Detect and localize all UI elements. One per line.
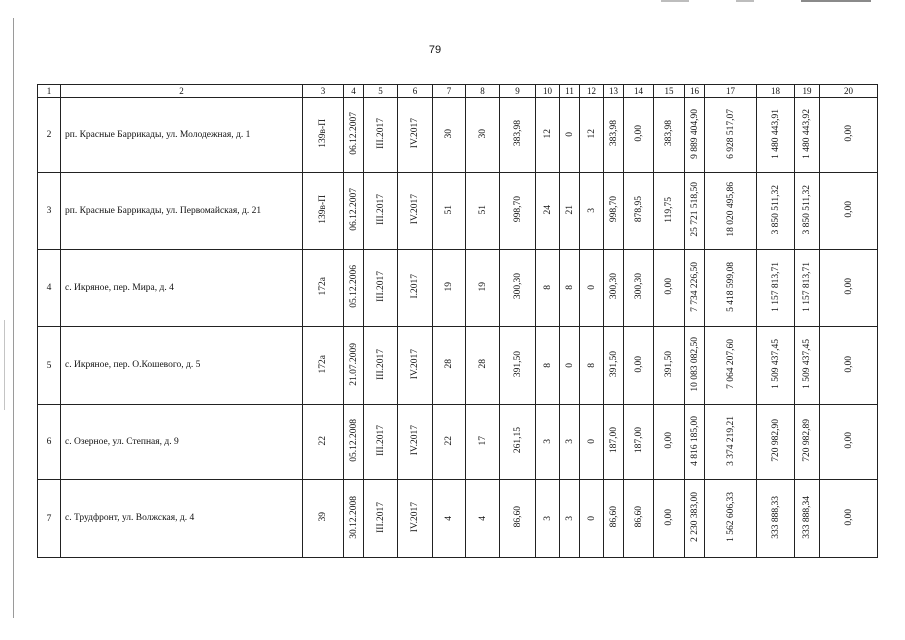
- value-cell-c17: [705, 173, 757, 250]
- value-cell-c11: [560, 250, 580, 327]
- cell-value: 51: [477, 204, 488, 215]
- row-number: 2: [38, 98, 61, 173]
- value-cell-c5: [364, 98, 398, 173]
- column-number: 7: [433, 85, 466, 98]
- cell-value: 86,60: [633, 506, 644, 528]
- value-cell-c16: [685, 173, 705, 250]
- value-cell-c14: [624, 250, 654, 327]
- column-number: 3: [303, 85, 344, 98]
- cell-value: 1 509 437,45: [802, 339, 812, 389]
- cell-value: 19: [477, 281, 488, 292]
- value-cell-c16: [685, 250, 705, 327]
- cell-value: 24: [542, 204, 553, 215]
- value-cell-c7: [433, 98, 466, 173]
- value-cell-c18: [757, 98, 795, 173]
- value-cell-c7: [433, 327, 466, 405]
- value-cell-c12: [580, 405, 604, 480]
- value-cell-c13: [604, 98, 624, 173]
- value-cell-c11: [560, 173, 580, 250]
- table-row: [38, 405, 878, 480]
- column-number-row: [38, 85, 878, 98]
- cell-value: III.2017: [375, 425, 386, 456]
- value-cell-c19: [795, 250, 820, 327]
- cell-value: 1 480 443,92: [802, 108, 812, 159]
- table-row: [38, 173, 878, 250]
- value-cell-c20: [820, 480, 878, 558]
- value-cell-c19: [795, 98, 820, 173]
- column-number: 16: [685, 85, 705, 98]
- value-cell-c11: [560, 480, 580, 558]
- cell-value: 3: [542, 439, 553, 444]
- table-row: [38, 98, 878, 173]
- table-row: [38, 327, 878, 405]
- value-cell-c4: [344, 480, 364, 558]
- value-cell-c5: [364, 405, 398, 480]
- value-cell-c3: [303, 405, 344, 480]
- value-cell-c19: [795, 405, 820, 480]
- cell-value: 3: [564, 515, 575, 521]
- cell-value: 187,00: [633, 427, 644, 454]
- cell-value: 0,00: [664, 432, 674, 449]
- value-cell-c4: [344, 405, 364, 480]
- column-number: 1: [38, 85, 61, 98]
- value-cell-c20: [820, 250, 878, 327]
- value-cell-c10: [536, 327, 560, 405]
- value-cell-c18: [757, 405, 795, 480]
- cell-value: 05.12.2006: [348, 265, 359, 308]
- value-cell-c13: [604, 173, 624, 250]
- cell-value: 30: [444, 128, 454, 139]
- address-cell: с. Икряное, пер. О.Кошевого, д. 5: [61, 327, 303, 405]
- cell-value: 51: [444, 204, 454, 215]
- value-cell-c17: [705, 405, 757, 480]
- value-cell-c8: [466, 250, 500, 327]
- cell-value: 172а: [318, 277, 328, 296]
- cell-value: 4 816 185,00: [689, 415, 700, 466]
- value-cell-c6: [398, 480, 433, 558]
- value-cell-c12: [580, 250, 604, 327]
- cell-value: 0,00: [664, 508, 674, 526]
- row-number: 4: [38, 250, 61, 327]
- value-cell-c15: [654, 250, 685, 327]
- cell-value: 1 157 813,71: [770, 261, 781, 312]
- cell-value: 1 509 437,45: [770, 339, 781, 389]
- cell-value: 7 734 226,50: [689, 261, 700, 312]
- cell-value: IV.2017: [410, 501, 420, 533]
- cell-value: 25 721 518,50: [689, 182, 700, 237]
- cell-value: 391,50: [664, 350, 674, 378]
- cell-value: IV.2017: [410, 194, 420, 225]
- value-cell-c12: [580, 98, 604, 173]
- value-cell-c19: [795, 173, 820, 250]
- column-number: 18: [757, 85, 795, 98]
- cell-value: 86,60: [608, 506, 619, 528]
- cell-value: 28: [477, 359, 488, 369]
- cell-value: 18 020 495,86: [725, 182, 736, 237]
- cell-value: 383,98: [664, 120, 674, 147]
- value-cell-c10: [536, 98, 560, 173]
- cell-value: 998,70: [608, 196, 619, 223]
- cell-value: 333 888,33: [770, 495, 781, 539]
- column-number: 12: [580, 85, 604, 98]
- cell-value: 86,60: [512, 506, 523, 528]
- value-cell-c18: [757, 480, 795, 558]
- cell-value: 8: [542, 362, 553, 368]
- cell-value: 1 157 813,71: [802, 261, 812, 312]
- cell-value: 300,30: [633, 273, 644, 300]
- cell-value: 720 982,89: [802, 419, 812, 462]
- cell-value: 139в-П: [318, 119, 328, 148]
- value-cell-c20: [820, 327, 878, 405]
- cell-value: 119,75: [664, 196, 674, 223]
- table-row: [38, 480, 878, 558]
- value-cell-c13: [604, 327, 624, 405]
- value-cell-c5: [364, 480, 398, 558]
- value-cell-c11: [560, 327, 580, 405]
- cell-value: 28: [444, 359, 454, 369]
- cell-value: 3 850 511,32: [802, 184, 812, 235]
- cell-value: III.2017: [375, 348, 386, 380]
- column-number: 10: [536, 85, 560, 98]
- cell-value: 22: [444, 435, 454, 446]
- value-cell-c9: [500, 173, 536, 250]
- column-number: 2: [61, 85, 303, 98]
- column-number: 13: [604, 85, 624, 98]
- value-cell-c9: [500, 250, 536, 327]
- value-cell-c11: [560, 405, 580, 480]
- cell-value: 0,00: [843, 201, 854, 218]
- cell-value: 05.12.2008: [348, 419, 359, 462]
- cell-value: 3 850 511,32: [770, 184, 781, 235]
- cell-value: 0,00: [633, 355, 644, 373]
- cell-value: 3: [586, 208, 597, 213]
- value-cell-c6: [398, 327, 433, 405]
- value-cell-c6: [398, 173, 433, 250]
- cell-value: 333 888,34: [802, 495, 812, 539]
- value-cell-c16: [685, 405, 705, 480]
- cell-value: I.2017: [410, 274, 420, 299]
- cell-value: III.2017: [375, 271, 386, 302]
- cell-value: 1 480 443,91: [770, 108, 781, 159]
- cell-value: 0,00: [843, 432, 854, 449]
- cell-value: 0,00: [843, 355, 854, 373]
- scan-top-marks: [641, 0, 891, 4]
- value-cell-c7: [433, 250, 466, 327]
- cell-value: 1 562 606,33: [725, 492, 736, 542]
- cell-value: III.2017: [375, 501, 386, 533]
- cell-value: 0: [586, 515, 597, 521]
- value-cell-c3: [303, 173, 344, 250]
- value-cell-c17: [705, 250, 757, 327]
- value-cell-c14: [624, 98, 654, 173]
- value-cell-c20: [820, 98, 878, 173]
- address-cell: рп. Красные Баррикады, ул. Первомайская, д. 21: [61, 173, 303, 250]
- cell-value: 17: [477, 435, 488, 446]
- cell-value: 0: [564, 132, 575, 137]
- value-cell-c5: [364, 250, 398, 327]
- cell-value: 0,00: [843, 125, 854, 142]
- cell-value: 391,50: [608, 350, 619, 378]
- cell-value: III.2017: [375, 194, 386, 225]
- value-cell-c18: [757, 327, 795, 405]
- cell-value: 4: [444, 515, 454, 521]
- value-cell-c8: [466, 173, 500, 250]
- housing-registry-table: [37, 84, 878, 558]
- cell-value: IV.2017: [410, 118, 420, 149]
- value-cell-c15: [654, 327, 685, 405]
- value-cell-c9: [500, 480, 536, 558]
- cell-value: 8: [542, 285, 553, 290]
- value-cell-c12: [580, 173, 604, 250]
- column-number: 19: [795, 85, 820, 98]
- row-number: 3: [38, 173, 61, 250]
- table-row: [38, 250, 878, 327]
- row-number: 7: [38, 480, 61, 558]
- value-cell-c16: [685, 98, 705, 173]
- value-cell-c17: [705, 480, 757, 558]
- value-cell-c10: [536, 250, 560, 327]
- value-cell-c3: [303, 480, 344, 558]
- value-cell-c6: [398, 98, 433, 173]
- value-cell-c10: [536, 480, 560, 558]
- cell-value: 3: [542, 515, 553, 521]
- cell-value: 12: [586, 128, 597, 139]
- value-cell-c17: [705, 98, 757, 173]
- value-cell-c9: [500, 405, 536, 480]
- address-cell: рп. Красные Баррикады, ул. Молодежная, д. 1: [61, 98, 303, 173]
- value-cell-c9: [500, 327, 536, 405]
- value-cell-c4: [344, 250, 364, 327]
- value-cell-c12: [580, 327, 604, 405]
- value-cell-c20: [820, 173, 878, 250]
- value-cell-c13: [604, 250, 624, 327]
- value-cell-c8: [466, 480, 500, 558]
- value-cell-c15: [654, 480, 685, 558]
- address-cell: с. Озерное, ул. Степная, д. 9: [61, 405, 303, 480]
- cell-value: IV.2017: [410, 425, 420, 456]
- cell-value: 0: [586, 439, 597, 444]
- value-cell-c3: [303, 250, 344, 327]
- cell-value: 261,15: [512, 427, 523, 454]
- cell-value: 2 230 383,00: [689, 492, 700, 542]
- value-cell-c8: [466, 98, 500, 173]
- cell-value: 3: [564, 439, 575, 444]
- cell-value: 10 083 082,50: [689, 336, 700, 392]
- cell-value: 0: [564, 362, 575, 368]
- value-cell-c17: [705, 327, 757, 405]
- column-number: 6: [398, 85, 433, 98]
- value-cell-c15: [654, 173, 685, 250]
- value-cell-c10: [536, 405, 560, 480]
- value-cell-c5: [364, 327, 398, 405]
- value-cell-c5: [364, 173, 398, 250]
- cell-value: 391,50: [512, 350, 523, 378]
- value-cell-c7: [433, 173, 466, 250]
- cell-value: 8: [586, 362, 597, 368]
- value-cell-c6: [398, 250, 433, 327]
- value-cell-c8: [466, 405, 500, 480]
- value-cell-c13: [604, 480, 624, 558]
- value-cell-c20: [820, 405, 878, 480]
- value-cell-c18: [757, 173, 795, 250]
- cell-value: 0,00: [843, 508, 854, 526]
- cell-value: 0,00: [633, 125, 644, 142]
- value-cell-c19: [795, 327, 820, 405]
- cell-value: 998,70: [512, 196, 523, 223]
- value-cell-c4: [344, 173, 364, 250]
- value-cell-c4: [344, 98, 364, 173]
- value-cell-c18: [757, 250, 795, 327]
- value-cell-c14: [624, 327, 654, 405]
- row-number: 5: [38, 327, 61, 405]
- page-number: 79: [428, 44, 442, 56]
- scan-edge-left-mark: [4, 320, 5, 410]
- cell-value: 4: [477, 515, 488, 521]
- value-cell-c9: [500, 98, 536, 173]
- value-cell-c14: [624, 405, 654, 480]
- cell-value: 19: [444, 281, 454, 292]
- cell-value: 30: [477, 128, 488, 139]
- row-number: 6: [38, 405, 61, 480]
- cell-value: 06.12.2007: [348, 188, 359, 231]
- cell-value: 300,30: [608, 273, 619, 300]
- value-cell-c3: [303, 327, 344, 405]
- column-number: 9: [500, 85, 536, 98]
- column-number: 20: [820, 85, 878, 98]
- value-cell-c10: [536, 173, 560, 250]
- cell-value: 39: [318, 512, 328, 522]
- cell-value: 21.07.2009: [348, 342, 359, 386]
- cell-value: 5 418 599,08: [725, 261, 736, 312]
- address-cell: с. Икряное, пер. Мира, д. 4: [61, 250, 303, 327]
- cell-value: III.2017: [375, 118, 386, 149]
- cell-value: 0: [586, 285, 597, 290]
- value-cell-c13: [604, 405, 624, 480]
- value-cell-c8: [466, 327, 500, 405]
- value-cell-c15: [654, 98, 685, 173]
- cell-value: 9 889 404,90: [689, 108, 700, 159]
- cell-value: 0,00: [664, 278, 674, 295]
- value-cell-c7: [433, 480, 466, 558]
- value-cell-c19: [795, 480, 820, 558]
- column-number: 11: [560, 85, 580, 98]
- value-cell-c3: [303, 98, 344, 173]
- scan-edge-left: [13, 18, 14, 618]
- cell-value: 6 928 517,07: [725, 108, 736, 159]
- cell-value: IV.2017: [410, 348, 420, 380]
- value-cell-c4: [344, 327, 364, 405]
- cell-value: 187,00: [608, 427, 619, 454]
- value-cell-c12: [580, 480, 604, 558]
- value-cell-c14: [624, 480, 654, 558]
- value-cell-c11: [560, 98, 580, 173]
- cell-value: 30.12.2008: [348, 495, 359, 539]
- column-number: 5: [364, 85, 398, 98]
- cell-value: 172а: [318, 354, 328, 374]
- cell-value: 06.12.2007: [348, 112, 359, 155]
- column-number: 15: [654, 85, 685, 98]
- value-cell-c14: [624, 173, 654, 250]
- column-number: 4: [344, 85, 364, 98]
- cell-value: 7 064 207,60: [725, 339, 736, 389]
- cell-value: 21: [564, 204, 575, 215]
- cell-value: 720 982,90: [770, 419, 781, 462]
- cell-value: 12: [542, 128, 553, 139]
- cell-value: 0,00: [843, 278, 854, 295]
- cell-value: 300,30: [512, 273, 523, 300]
- column-number: 14: [624, 85, 654, 98]
- value-cell-c6: [398, 405, 433, 480]
- cell-value: 383,98: [512, 120, 523, 147]
- column-number: 8: [466, 85, 500, 98]
- cell-value: 8: [564, 285, 575, 290]
- column-number: 17: [705, 85, 757, 98]
- value-cell-c15: [654, 405, 685, 480]
- cell-value: 383,98: [608, 120, 619, 147]
- value-cell-c16: [685, 327, 705, 405]
- cell-value: 3 374 219,21: [725, 415, 736, 466]
- cell-value: 878,95: [633, 196, 644, 223]
- cell-value: 22: [318, 435, 328, 446]
- value-cell-c7: [433, 405, 466, 480]
- value-cell-c16: [685, 480, 705, 558]
- cell-value: 139в-П: [318, 195, 328, 224]
- address-cell: с. Трудфронт, ул. Волжская, д. 4: [61, 480, 303, 558]
